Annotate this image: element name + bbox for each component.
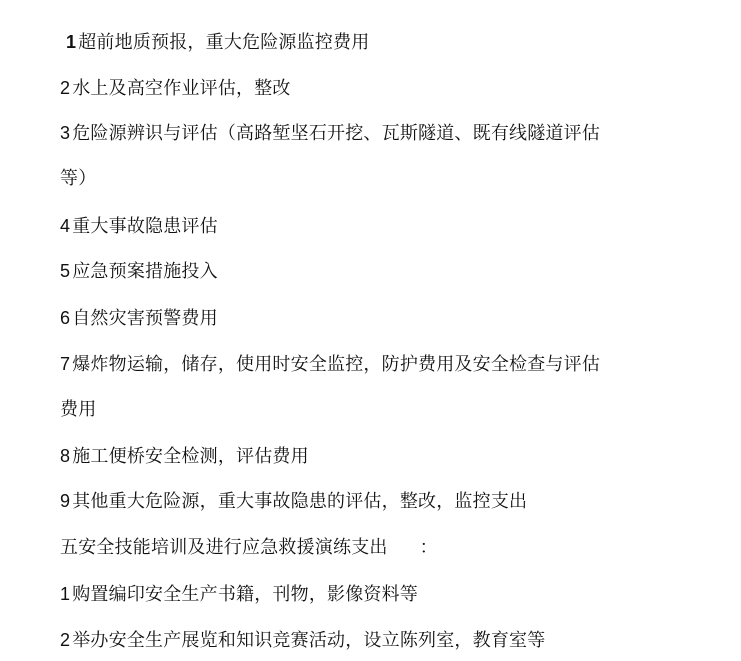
item-text: 其他重大危险源，重大事故隐患的评估，整改，监控支出 xyxy=(72,491,528,512)
item-number: 8 xyxy=(60,446,71,466)
item-number: 7 xyxy=(60,354,71,374)
item-text: 举办安全生产展览和知识竞赛活动，设立陈列室，教育室等 xyxy=(72,630,546,651)
list-item xyxy=(60,444,309,469)
list-item-continuation xyxy=(60,167,96,191)
item-text: 费用 xyxy=(60,399,97,420)
item-number: 3 xyxy=(60,123,71,143)
item-number: 6 xyxy=(60,308,71,328)
item-text: 应急预案措施投入 xyxy=(72,261,218,282)
list-item xyxy=(60,352,600,377)
item-text: 等） xyxy=(60,168,97,189)
list-item xyxy=(60,628,545,653)
list-item xyxy=(60,214,218,239)
list-item xyxy=(60,76,291,101)
list-item xyxy=(60,306,218,331)
item-text: 超前地质预报，重大危险源监控费用 xyxy=(78,32,370,53)
item-number: 1 xyxy=(66,32,77,52)
item-text: 重大事故隐患评估 xyxy=(72,216,218,237)
list-item xyxy=(60,259,218,284)
list-item xyxy=(66,30,369,55)
list-item xyxy=(60,121,600,146)
item-text: 施工便桥安全检测，评估费用 xyxy=(72,446,309,467)
item-number: 2 xyxy=(60,630,71,650)
item-number: 9 xyxy=(60,491,71,511)
item-number: 4 xyxy=(60,216,71,236)
section-heading-text: 五安全技能培训及进行应急救援演练支出 xyxy=(60,537,388,558)
item-text: 危险源辨识与评估（高路堑坚石开挖、瓦斯隧道、既有线隧道评估 xyxy=(72,123,601,144)
list-item-continuation xyxy=(60,398,96,422)
list-item xyxy=(60,489,527,514)
section-heading-colon: ： xyxy=(419,537,438,558)
item-number: 5 xyxy=(60,261,71,281)
item-number: 1 xyxy=(60,584,71,604)
item-text: 爆炸物运输，储存，使用时安全监控，防护费用及安全检查与评估 xyxy=(72,354,601,375)
item-text: 购置编印安全生产书籍，刊物，影像资料等 xyxy=(72,584,419,605)
item-number: 2 xyxy=(60,78,71,98)
section-heading xyxy=(60,536,438,560)
item-text: 水上及高空作业评估，整改 xyxy=(72,78,291,99)
item-text: 自然灾害预警费用 xyxy=(72,308,218,329)
list-item xyxy=(60,582,418,607)
